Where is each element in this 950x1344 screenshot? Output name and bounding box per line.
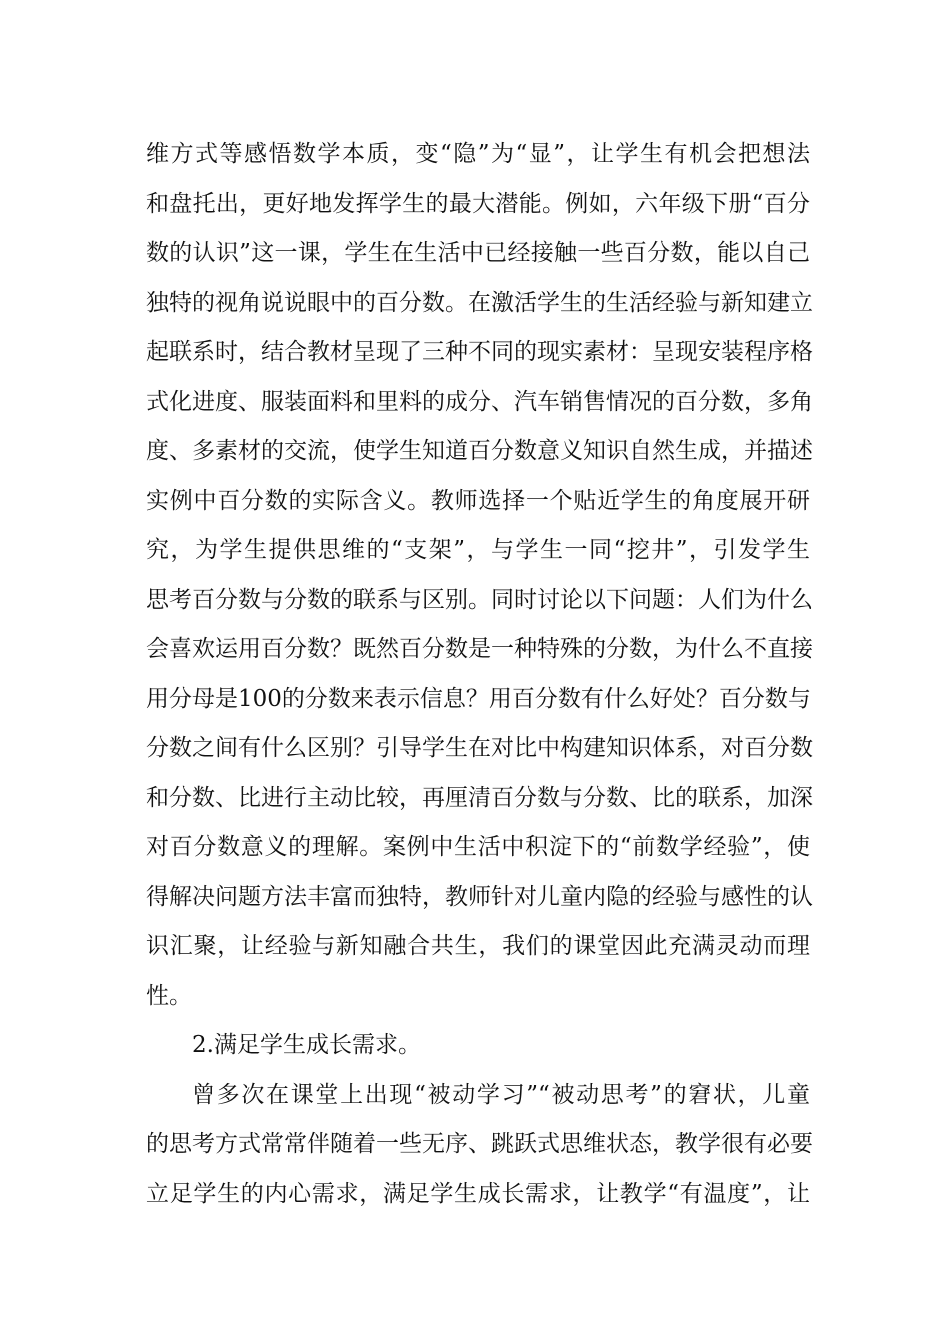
text-line: 的思考方式常常伴随着一些无序、跳跃式思维状态，教学很有必要	[146, 1131, 813, 1157]
paragraph-2	[146, 1071, 813, 1220]
text-line: 和分数、比进行主动比较，再厘清百分数与分数、比的联系，加深	[146, 784, 813, 811]
text-line: 用分母是100的分数来表示信息？用百分数有什么好处？百分数与	[146, 685, 811, 712]
body-text	[146, 130, 813, 1219]
text-line: 度、多素材的交流，使学生知道百分数意义知识自然生成，并描述	[146, 438, 813, 464]
text-line: 立足学生的内心需求，满足学生成长需求，让教学“有温度”，让	[146, 1180, 810, 1207]
text-line: 究，为学生提供思维的“支架”，与学生一同“挖井”，引发学生	[146, 537, 810, 563]
text-line: 维方式等感悟数学本质，变“隐”为“显”，让学生有机会把想法	[146, 141, 810, 167]
text-line: 性。	[146, 982, 192, 1009]
text-line: 和盘托出，更好地发挥学生的最大潜能。例如，六年级下册“百分	[146, 190, 810, 217]
text-line: 得解决问题方法丰富而独特，教师针对儿童内隐的经验与感性的认	[146, 883, 813, 910]
text-line: 数的认识”这一课，学生在生活中已经接触一些百分数，能以自己	[146, 240, 810, 266]
text-line: 思考百分数与分数的联系与区别。同时讨论以下问题：人们为什么	[146, 586, 813, 613]
section-heading: 2.满足学生成长需求。	[192, 1032, 421, 1058]
text-line: 独特的视角说说眼中的百分数。在激活学生的生活经验与新知建立	[146, 289, 813, 316]
text-line: 实例中百分数的实际含义。教师选择一个贴近学生的角度展开研	[146, 487, 810, 514]
text-line: 起联系时，结合教材呈现了三种不同的现实素材：呈现安装程序格	[146, 339, 813, 365]
text-line: 识汇聚，让经验与新知融合共生，我们的课堂因此充满灵动而理	[146, 933, 810, 959]
text-line: 对百分数意义的理解。案例中生活中积淀下的“前数学经验”，使	[146, 834, 810, 860]
text-line: 式化进度、服装面料和里料的成分、汽车销售情况的百分数，多角	[146, 388, 813, 415]
text-line: 曾多次在课堂上出现“被动学习”“被动思考”的窘状，儿童	[192, 1081, 810, 1108]
text-line: 分数之间有什么区别？引导学生在对比中构建知识体系，对百分数	[146, 735, 813, 761]
text-line: 会喜欢运用百分数？既然百分数是一种特殊的分数，为什么不直接	[146, 636, 813, 662]
paragraph-1	[146, 130, 813, 1021]
